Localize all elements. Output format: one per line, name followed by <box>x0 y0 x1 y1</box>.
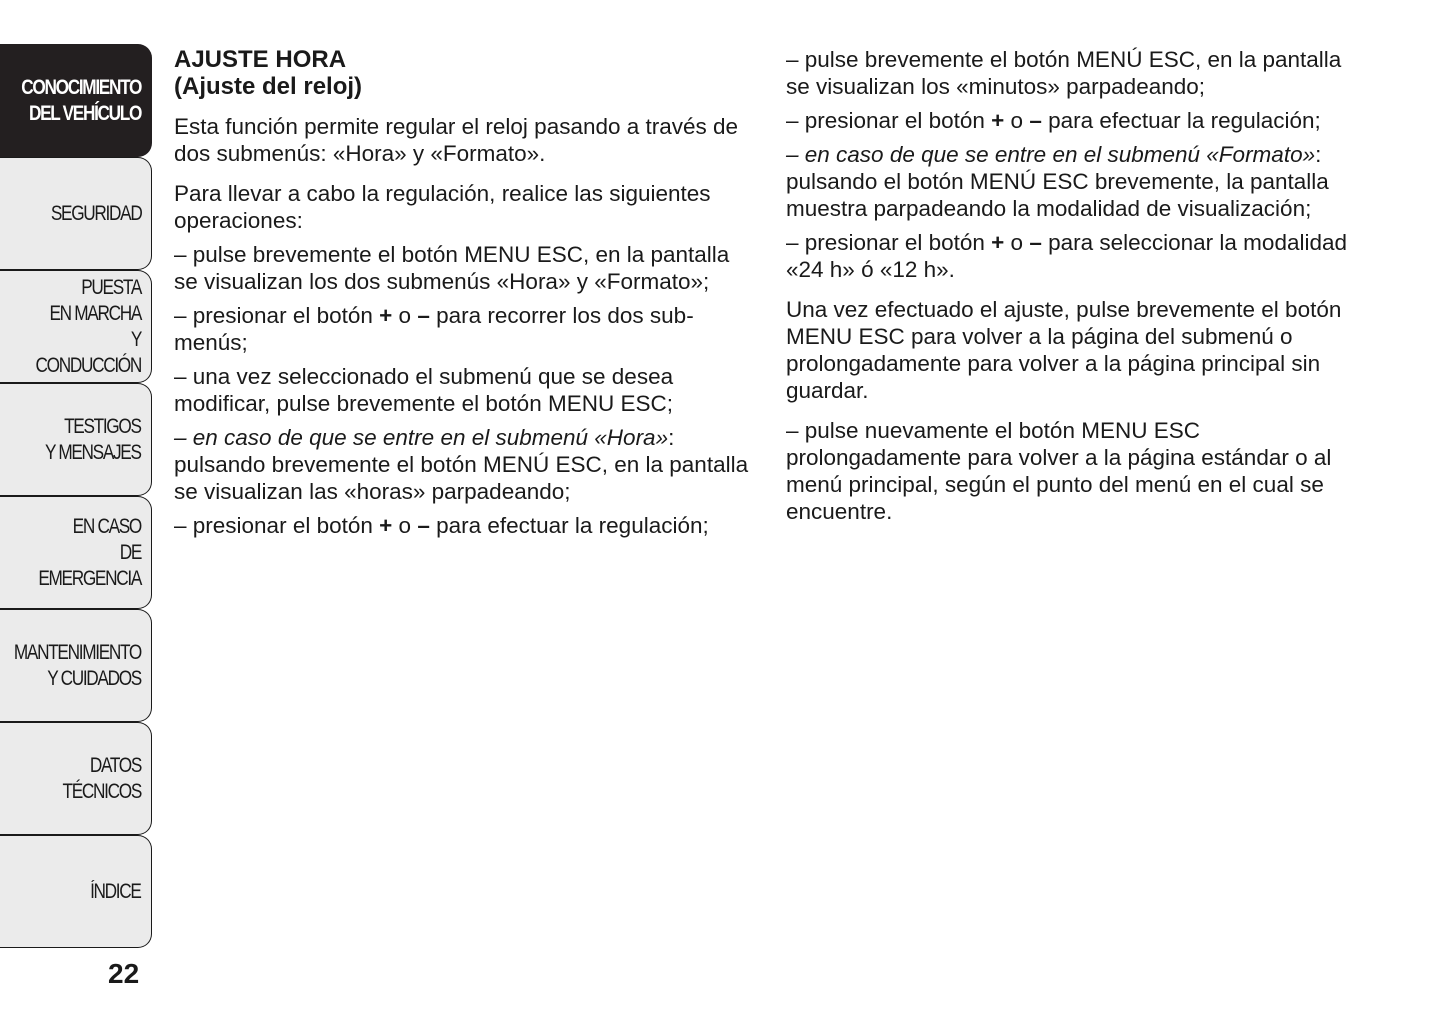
steps-intro: Para llevar a cabo la regulación, realice las siguientes operaciones: <box>174 181 711 233</box>
plus-symbol: + <box>379 513 393 538</box>
plus-symbol: + <box>991 108 1005 133</box>
section-heading <box>174 46 754 100</box>
tab-label: SEGURIDAD <box>50 201 141 225</box>
tab-conocimiento-del-vehiculo[interactable] <box>0 44 152 157</box>
step-3: – una vez seleccionado el submenú que se desea modificar, pulse brevemente el botón MENU ESC; <box>174 364 674 416</box>
step-text: – presionar el botón <box>174 303 380 328</box>
or-text: o <box>392 303 418 328</box>
or-text: o <box>1004 230 1030 255</box>
step-text: – presionar el botón <box>786 108 992 133</box>
step-8 <box>786 141 1366 222</box>
or-text: o <box>1004 108 1030 133</box>
step-1: – pulse brevemente el botón MENU ESC, en la pantalla se visualizan los dos submenús «Hora» y «Formato»; <box>174 242 730 294</box>
step-text: para efectuar la regulación; <box>1041 108 1321 133</box>
tab-label: ÍNDICE <box>90 879 141 903</box>
right-column <box>786 46 1366 532</box>
step-5 <box>174 512 754 539</box>
tab-en-caso-de-emergencia[interactable] <box>0 496 152 609</box>
tab-label: MANTENIMIENTO Y CUIDADOS <box>13 640 142 690</box>
tab-seguridad[interactable] <box>0 157 152 270</box>
plus-symbol: + <box>991 230 1005 255</box>
step-text: para seleccionar la modalidad «24 h» ó «12 h». <box>786 230 1348 282</box>
step-italic: – en caso de que se entre en el submenú «Formato» <box>786 142 1316 167</box>
step-9 <box>786 229 1366 283</box>
tab-label: CONOCIMIENTO DEL VEHÍCULO <box>21 75 142 125</box>
step-6: – pulse brevemente el botón MENÚ ESC, en la pantalla se visualizan los «minutos» parpadeando; <box>786 47 1342 99</box>
tab-label: DATOS TÉCNICOS <box>62 753 141 803</box>
tab-mantenimiento-y-cuidados[interactable] <box>0 609 152 722</box>
minus-symbol: – <box>1029 108 1042 133</box>
intro-paragraph: Esta función permite regular el reloj pasando a través de dos submenús: «Hora» y «Formato». <box>174 114 739 166</box>
tab-label: TESTIGOS Y MENSAJES <box>45 414 142 464</box>
minus-symbol: – <box>417 513 430 538</box>
minus-symbol: – <box>1029 230 1042 255</box>
left-column <box>174 46 754 546</box>
step-text: para recorrer los dos sub-menús; <box>174 303 694 355</box>
section-title: AJUSTE HORA <box>174 46 347 73</box>
tab-puesta-en-marcha[interactable] <box>0 270 152 383</box>
step-text: – presionar el botón <box>174 513 380 538</box>
or-text: o <box>392 513 418 538</box>
tab-label: PUESTA EN MARCHA Y CONDUCCIÓN <box>35 275 141 377</box>
plus-symbol: + <box>379 303 393 328</box>
step-2 <box>174 302 754 356</box>
step-4 <box>174 424 754 505</box>
step-7 <box>786 107 1366 134</box>
step-text: para efectuar la regulación; <box>429 513 709 538</box>
tab-indice[interactable] <box>0 835 152 948</box>
step-text: – presionar el botón <box>786 230 992 255</box>
page-number: 22 <box>108 958 140 989</box>
tab-label: EN CASO DE EMERGENCIA <box>38 514 141 590</box>
tab-datos-tecnicos[interactable] <box>0 722 152 835</box>
minus-symbol: – <box>417 303 430 328</box>
tab-testigos-y-mensajes[interactable] <box>0 383 152 496</box>
final-step: – pulse nuevamente el botón MENU ESC prolongadamente para volver a la página estándar o al menú principal, según el punto del menú en el cual se encuentre. <box>786 418 1332 524</box>
step-text: : pulsando el botón MENÚ ESC brevemente, la pantalla muestra parpadeando la modalidad de visualización; <box>786 142 1329 221</box>
section-subtitle: (Ajuste del reloj) <box>174 73 363 100</box>
outro-paragraph: Una vez efectuado el ajuste, pulse brevemente el botón MENU ESC para volver a la página del submenú o prolongadamente para volver a la página principal sin guardar. <box>786 297 1342 403</box>
step-text: : pulsando brevemente el botón MENÚ ESC, en la pantalla se visualizan las «horas» parpadeando; <box>174 425 749 504</box>
step-italic: – en caso de que se entre en el submenú «Hora» <box>174 425 669 450</box>
